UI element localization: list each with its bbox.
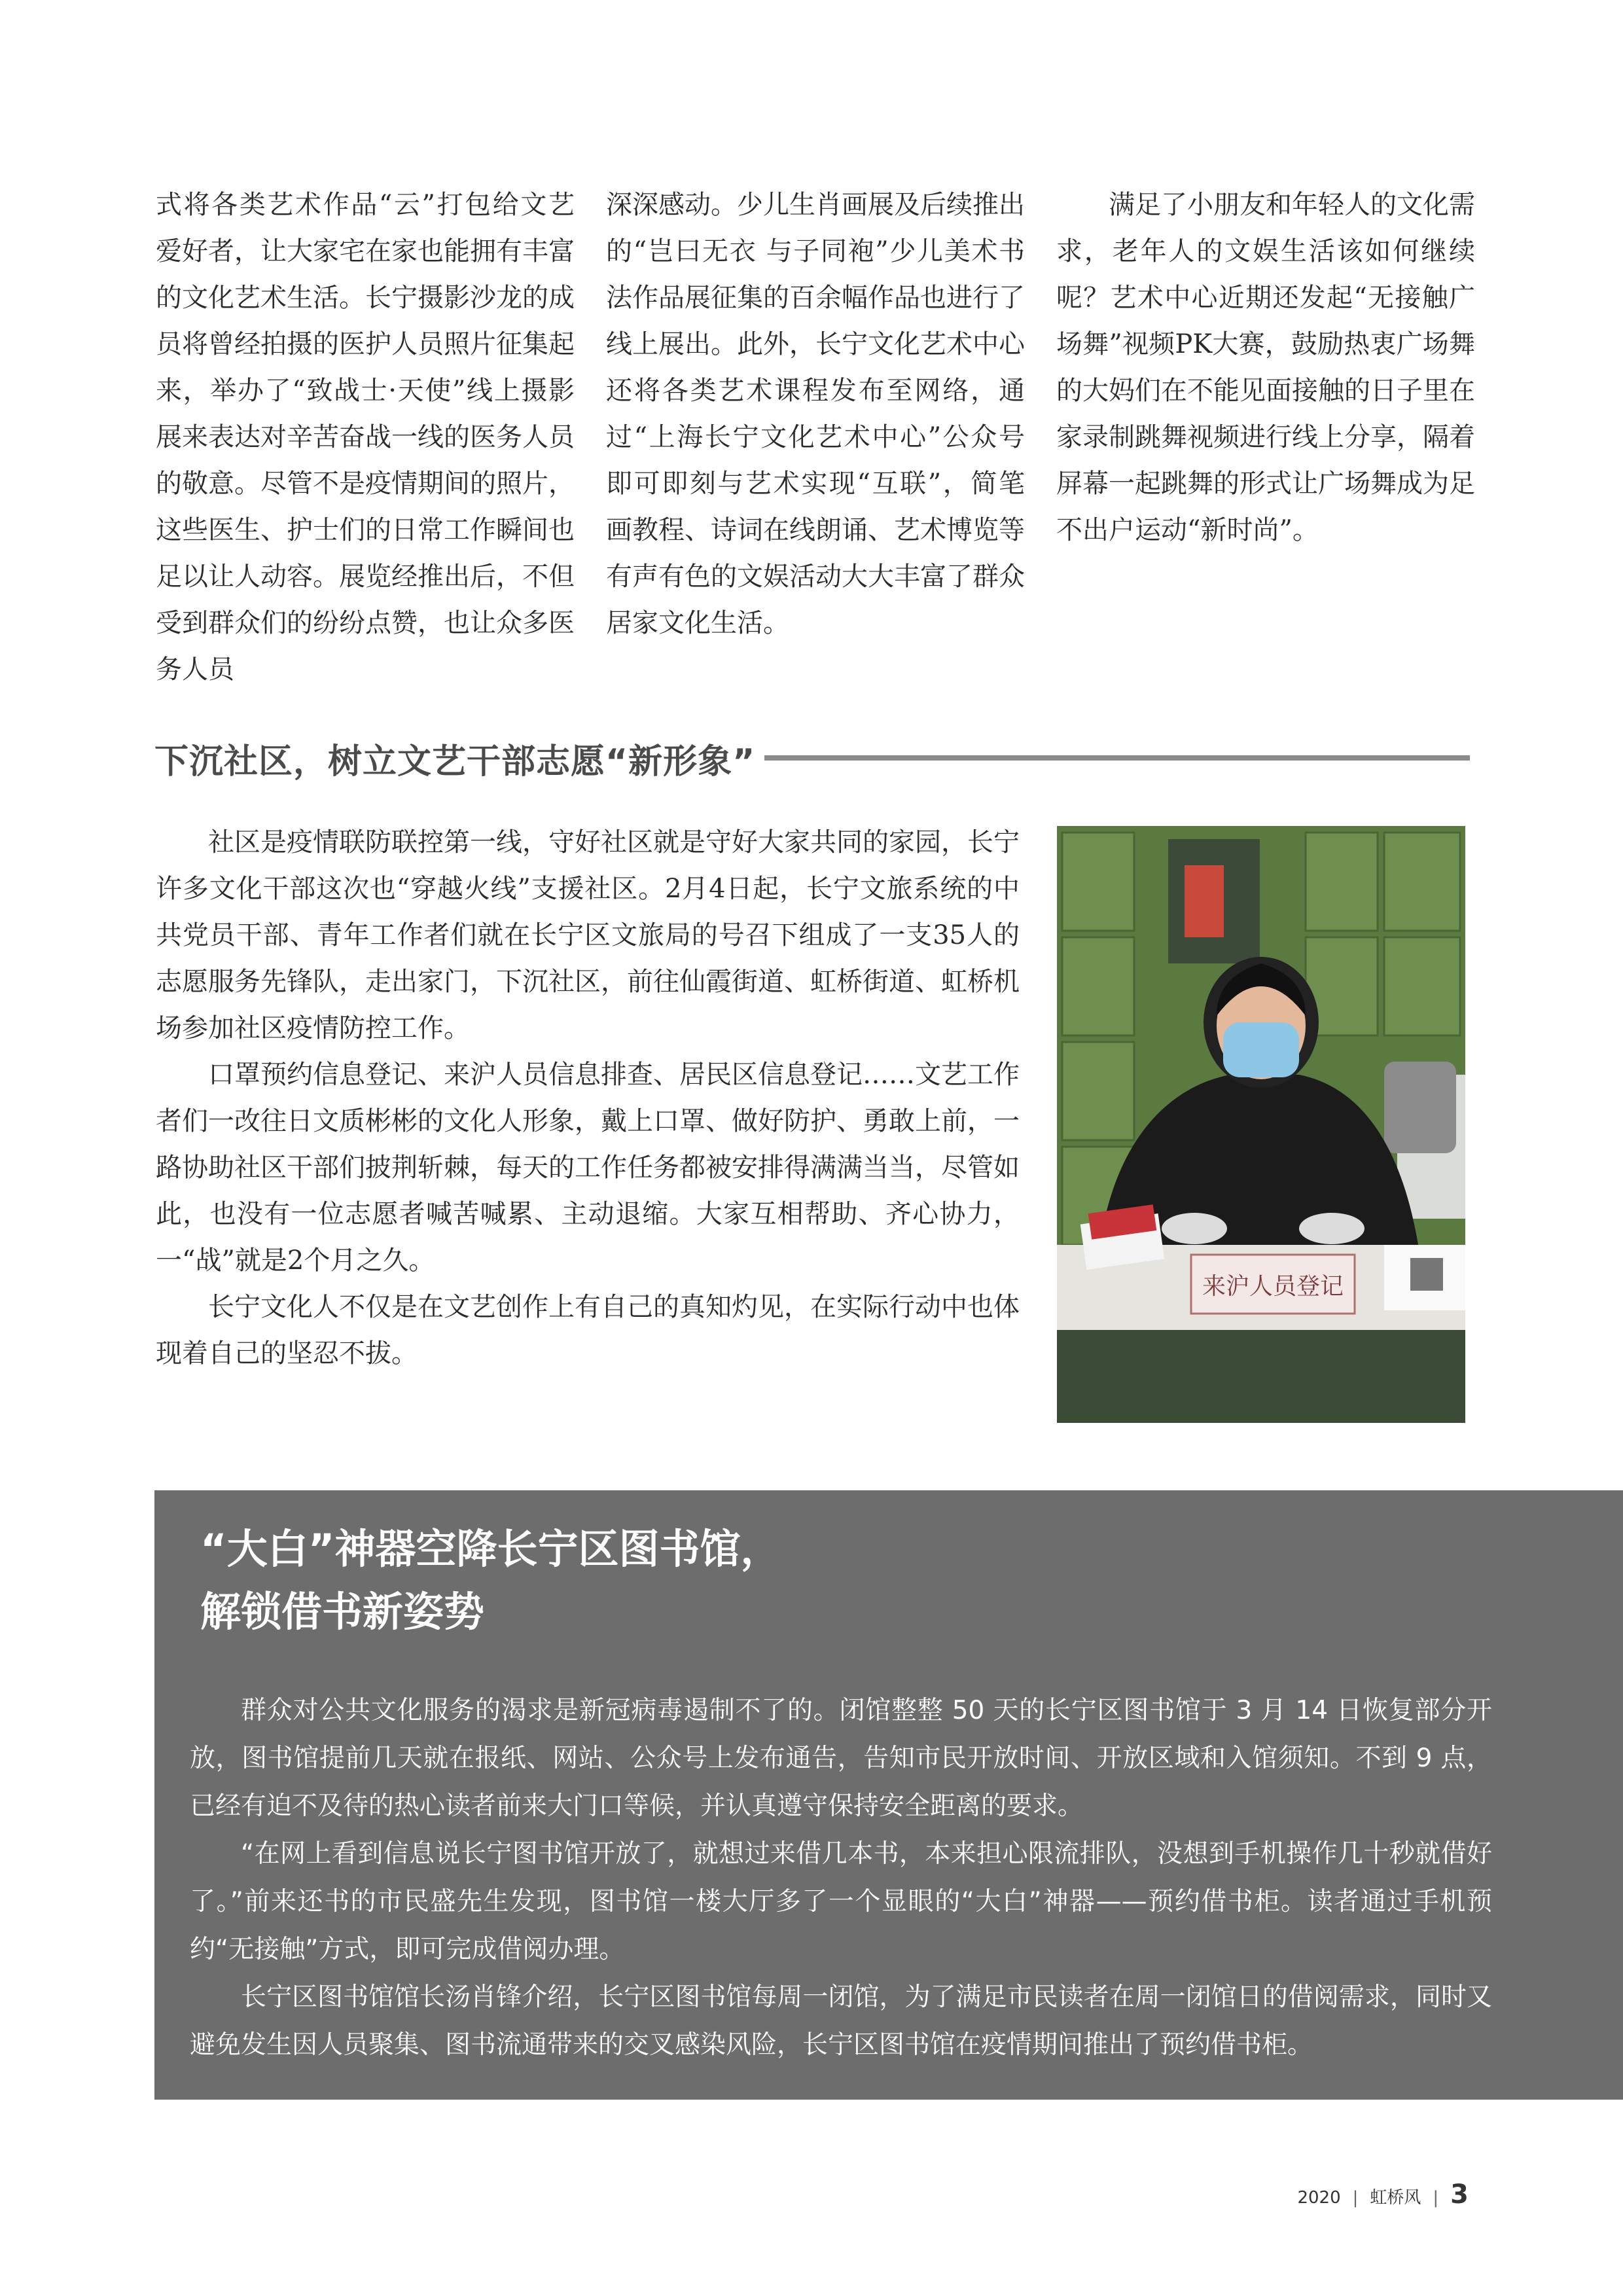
article-column-3 <box>1056 182 1475 554</box>
footer-year: 2020 <box>1297 2188 1341 2208</box>
article-column-2 <box>606 182 1025 647</box>
feature-title <box>200 1518 781 1643</box>
column-2-text: 深深感动。少儿生肖画展及后续推出的“岂曰无衣 与子同袍”少儿美术书法作品展征集的百余幅作品也进行了线上展出。此外，长宁文化艺术中心还将各类艺术课程发布至网络，通过“上海长宁文化艺术中心”公众号即可即刻与艺术实现“互联”，简笔画教程、诗词在线朗诵、艺术博览等有声有色的文娱活动大大丰富了群众居家文化生活。 <box>606 190 1025 638</box>
section-rule <box>764 755 1470 761</box>
volunteer-photo <box>1057 826 1465 1423</box>
feature-title-line-1: “大白”神器空降长宁区图书馆， <box>200 1525 781 1573</box>
section-paragraph-2: 口罩预约信息登记、来沪人员信息排查、居民区信息登记……文艺工作者们一改往日文质彬彬的文化人形象，戴上口罩、做好防护、勇敢上前，一路协助社区干部们披荆斩棘，每天的工作任务都被安排得满满当当，尽管如此，也没有一位志愿者喊苦喊累、主动退缩。大家互相帮助、齐心协力，一“战”就是2个月之久。 <box>156 1060 1020 1276</box>
feature-paragraph-3: 长宁区图书馆馆长汤肖锋介绍，长宁区图书馆每周一闭馆，为了满足市民读者在周一闭馆日的借阅需求，同时又避免发生因人员聚集、图书流通带来的交叉感染风险，长宁区图书馆在疫情期间推出了预约借书柜。 <box>190 1982 1492 2060</box>
photo-sign-text: 来沪人员登记 <box>1202 1273 1344 1300</box>
footer-divider-2: | <box>1433 2188 1439 2208</box>
feature-title-line-2: 解锁借书新姿势 <box>200 1588 485 1636</box>
page-footer <box>1297 2179 1469 2210</box>
page-number: 3 <box>1450 2179 1469 2210</box>
section-paragraph-1: 社区是疫情联防联控第一线，守好社区就是守好大家共同的家园，长宁许多文化干部这次也“穿越火线”支援社区。2月4日起，长宁文旅系统的中共党员干部、青年工作者们就在长宁区文旅局的号召下组成了一支35人的志愿服务先锋队，走出家门，下沉社区，前往仙霞街道、虹桥街道、虹桥机场参加社区疫情防控工作。 <box>156 827 1020 1043</box>
feature-paragraph-1: 群众对公共文化服务的渴求是新冠病毒遏制不了的。闭馆整整 50 天的长宁区图书馆于 3 月 14 日恢复部分开放，图书馆提前几天就在报纸、网站、公众号上发布通告，告知市民开放时间、开放区域和入馆须知。不到 9 点，已经有迫不及待的热心读者前来大门口等候，并认真遵守保持安全距离的要求。 <box>190 1696 1492 1821</box>
feature-body <box>190 1687 1492 2069</box>
feature-paragraph-2: “在网上看到信息说长宁图书馆开放了，就想过来借几本书，本来担心限流排队，没想到手机操作几十秒就借好了。”前来还书的市民盛先生发现，图书馆一楼大厅多了一个显眼的“大白”神器——预约借书柜。读者通过手机预约“无接触”方式，即可完成借阅办理。 <box>190 1839 1492 1964</box>
footer-divider: | <box>1352 2188 1359 2208</box>
section-body <box>156 819 1020 1377</box>
column-1-text: 式将各类艺术作品“云”打包给文艺爱好者，让大家宅在家也能拥有丰富的文化艺术生活。长宁摄影沙龙的成员将曾经拍摄的医护人员照片征集起来，举办了“致战士·天使”线上摄影展来表达对辛苦奋战一线的医务人员的敬意。尽管不是疫情期间的照片，这些医生、护士们的日常工作瞬间也足以让人动容。展览经推出后，不但受到群众们的纷纷点赞，也让众多医务人员 <box>156 190 575 685</box>
section-heading <box>154 732 1470 784</box>
footer-magazine: 虹桥风 <box>1370 2188 1421 2208</box>
section-paragraph-3: 长宁文化人不仅是在文艺创作上有自己的真知灼见，在实际行动中也体现着自己的坚忍不拔。 <box>156 1292 1020 1369</box>
library-feature-box <box>154 1490 1623 2100</box>
article-column-1 <box>156 182 575 693</box>
column-3-text: 满足了小朋友和年轻人的文化需求，老年人的文娱生活该如何继续呢？艺术中心近期还发起“无接触广场舞”视频PK大赛，鼓励热衷广场舞的大妈们在不能见面接触的日子里在家录制跳舞视频进行线上分享，隔着屏幕一起跳舞的形式让广场舞成为足不出户运动“新时尚”。 <box>1056 190 1475 545</box>
section-title: 下沉社区，树立文艺干部志愿“新形象” <box>154 742 756 781</box>
